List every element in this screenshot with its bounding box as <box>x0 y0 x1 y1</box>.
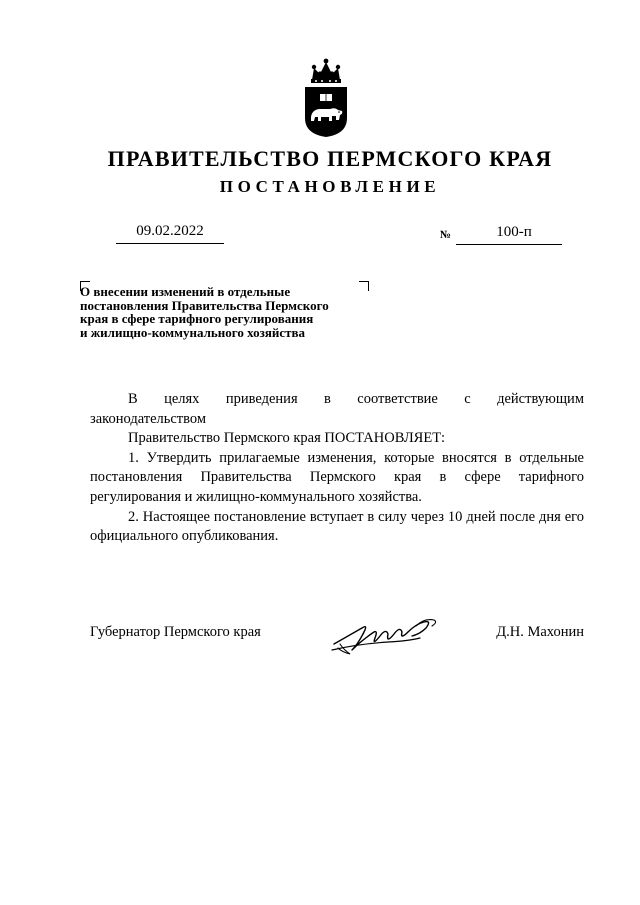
number-sign: № <box>440 229 452 241</box>
document-date: 09.02.2022 <box>136 223 204 239</box>
signature-block <box>90 614 584 664</box>
document-body <box>90 390 584 547</box>
signatory-name: Д.Н. Махонин <box>496 624 584 640</box>
coat-of-arms-icon <box>302 56 350 138</box>
document-number: 100-п <box>496 224 532 240</box>
subject-line: О внесении изменений в отдельные <box>80 284 291 299</box>
document-type-heading: ПОСТАНОВЛЕНИЕ <box>219 177 441 196</box>
subject-line: и жилищно-коммунального хозяйства <box>80 324 306 340</box>
preamble-line-2: законодательством <box>90 410 207 427</box>
signatory-position: Губернатор Пермского края <box>90 624 261 640</box>
preamble-line-1: В целях приведения в соответствие с действующим <box>128 391 584 407</box>
subject-line: постановления Правительства Пермского <box>80 297 329 313</box>
document-subject <box>80 285 400 339</box>
number-underline <box>456 244 562 245</box>
subject-line: края в сфере тарифного регулирования <box>80 311 314 326</box>
clause-1: 1. Утвердить прилагаемые изменения, которые вносятся в отдельные постановления Правительства Пермского края в сфере тарифного регулирования и жилищно-коммунального хозяйства. <box>90 449 584 505</box>
document-number-field <box>440 224 562 246</box>
handwritten-signature-icon <box>328 614 442 658</box>
clause-2: 2. Настоящее постановление вступает в силу через 10 дней после дня его официального опубликования. <box>90 508 584 545</box>
document-date-field <box>116 223 224 245</box>
date-underline <box>116 243 224 244</box>
government-title: ПРАВИТЕЛЬСТВО ПЕРМСКОГО КРАЯ <box>107 146 553 171</box>
resolution-intro: Правительство Пермского края ПОСТАНОВЛЯЕТ: <box>128 430 446 447</box>
